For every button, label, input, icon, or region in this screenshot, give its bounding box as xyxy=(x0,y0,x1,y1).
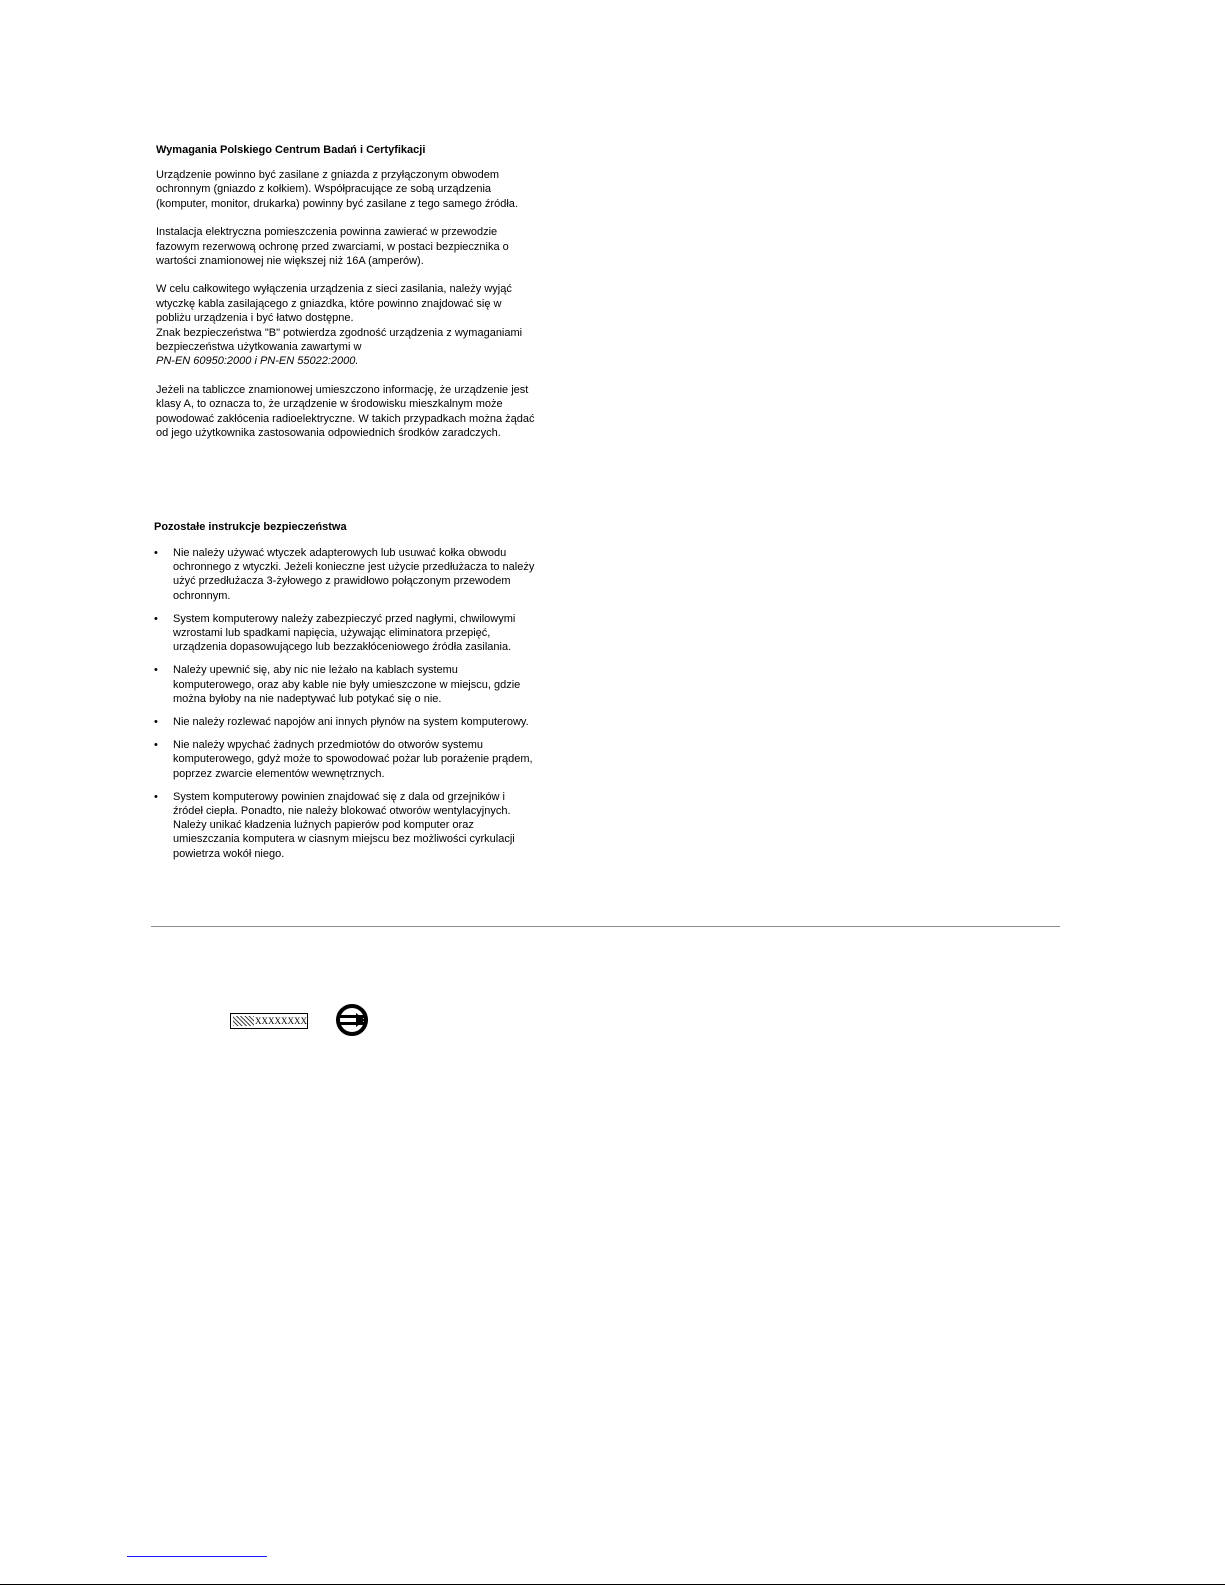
bullet-icon: • xyxy=(154,547,158,559)
section-divider xyxy=(151,926,1060,927)
list-item-text: System komputerowy należy zabezpieczyć przed nagłymi, chwilowymi wzrostami lub spadkami napięcia, używając eliminatora przepięć, urządzenia dopasowującego lub bezzakłóceniowego źródła zasilania. xyxy=(173,612,516,654)
certification-id: XXXXXXXX xyxy=(255,1016,307,1026)
list-item xyxy=(154,663,535,706)
list-item xyxy=(154,715,535,729)
list-item xyxy=(154,612,535,655)
safety-list xyxy=(154,546,534,861)
list-item-text: Nie należy używać wtyczek adapterowych lub usuwać kołka obwodu ochronnego z wtyczki. Jeżeli konieczne jest użycie przedłużacza to należy użyć przedłużacza 3-żyłowego z prawidłowo połączonym przewodem ochronnym. xyxy=(173,547,535,602)
bullet-icon: • xyxy=(154,790,158,803)
list-item xyxy=(154,790,535,861)
other-safety-heading: Pozostałe instrukcje bezpieczeństwa xyxy=(154,521,347,533)
bullet-icon: • xyxy=(154,716,158,729)
footer-link-underline[interactable] xyxy=(127,1556,267,1557)
paragraph: Urządzenie powinno być zasilane z gniazda z przyłączonym obwodem ochronnym (gniazdo z kołkiem). Współpracujące ze sobą urządzenia (komputer, monitor, drukarka) powinny być zasilane z tego samego źródła. xyxy=(156,169,518,210)
list-item xyxy=(154,738,535,781)
bullet-icon: • xyxy=(154,612,158,625)
standards-reference: PN-EN 60950:2000 i PN-EN 55022:2000. xyxy=(156,355,359,368)
list-item xyxy=(154,546,535,603)
other-safety-section xyxy=(154,520,534,870)
paragraph: Instalacja elektryczna pomieszczenia powinna zawierać w przewodzie fazowym rezerwową ochronę przed zwarciami, w postaci bezpiecznika o wartości znamionowej nie większej niż 16A (amperów). xyxy=(156,226,509,268)
cert-prefix-glyphs xyxy=(233,1016,254,1026)
list-item-text: Należy upewnić się, aby nic nie leżało na kablach systemu komputerowego, oraz aby kable nie były umieszczone w miejscu, gdzie można byłoby na nie nadeptywać lub potykać się o nie. xyxy=(173,664,521,705)
list-item-text: Nie należy rozlewać napojów ani innych płynów na system komputerowy. xyxy=(173,716,529,729)
list-item-text: Nie należy wpychać żadnych przedmiotów do otworów systemu komputerowego, gdyż może to spowodować pożar lub porażenie prądem, poprzez zwarcie elementów wewnętrznych. xyxy=(173,739,533,780)
paragraph: Jeżeli na tabliczce znamionowej umieszczono informację, że urządzenie jest klasy A, to oznacza to, że urządzenie w środowisku mieszkalnym może powodować zakłócenia radioelektryczne. W takich przypadkach można żądać od jego użytkownika zastosowania odpowiednich środków zaradczych. xyxy=(156,383,535,440)
certification-id-box xyxy=(230,1013,308,1029)
bsmi-certification-mark-icon xyxy=(335,1003,369,1037)
bullet-icon: • xyxy=(154,664,158,677)
polish-requirements-heading: Wymagania Polskiego Centrum Badań i Certyfikacji xyxy=(156,144,426,156)
paragraph: W celu całkowitego wyłączenia urządzenia z sieci zasilania, należy wyjąć wtyczkę kabla zasilającego z gniazdka, które powinno znajdować się w pobliżu urządzenia i być łatwo dostępne. xyxy=(156,283,512,325)
polish-requirements-section xyxy=(156,143,536,455)
paragraph: Znak bezpieczeństwa "B" potwierdza zgodność urządzenia z wymaganiami bezpieczeństwa użytkowania zawartymi w xyxy=(156,326,523,354)
bullet-icon: • xyxy=(154,739,158,752)
list-item-text: System komputerowy powinien znajdować się z dala od grzejników i źródeł ciepła. Ponadto, nie należy blokować otworów wentylacyjnych. Należy unikać kładzenia luźnych papierów pod komputer oraz umieszczania komputera w ciasnym miejscu bez możliwości cyrkulacji powietrza wokół niego. xyxy=(173,790,515,860)
